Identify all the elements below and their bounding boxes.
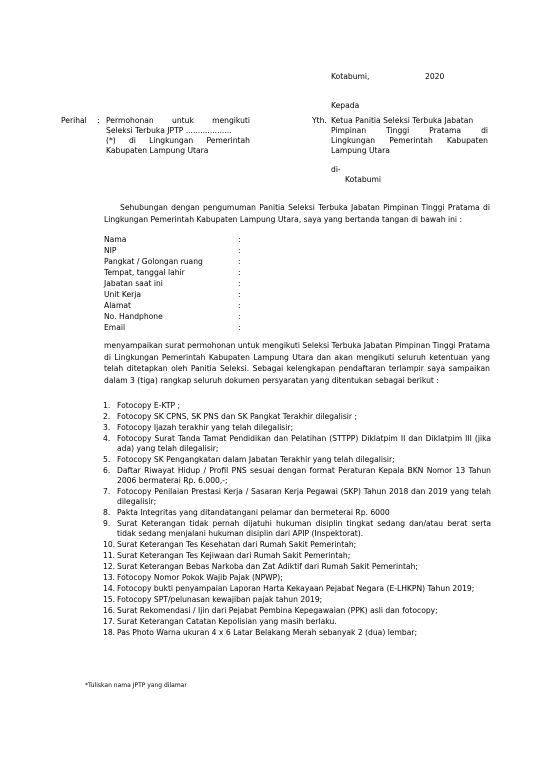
perihal-line-3: (*) di Lingkungan Pemerintah xyxy=(106,136,250,145)
yth-label: Yth. xyxy=(312,116,327,125)
item-number: 7. xyxy=(103,487,111,496)
field-colon: : xyxy=(238,246,241,255)
list-item xyxy=(103,584,491,594)
footnote: *Tuliskan nama JPTP yang dilamar xyxy=(85,682,187,689)
item-text: Surat Keterangan Catatan Kepolisian yang masih berlaku. xyxy=(117,617,337,626)
field-row xyxy=(104,268,254,279)
field-colon: : xyxy=(238,301,241,310)
field-row xyxy=(104,301,254,312)
list-item xyxy=(103,401,491,411)
recipient-line-3: Lingkungan Pemerintah Kabupaten xyxy=(331,136,488,145)
field-colon: : xyxy=(238,235,241,244)
item-text: Pakta Integritas yang ditandatangani pelamar dan bermeterai Rp. 6000 xyxy=(117,508,390,517)
field-label: Unit Kerja xyxy=(104,290,142,299)
item-text: Fotocopy SK CPNS, SK PNS dan SK Pangkat Terakhir dilegalisir ; xyxy=(117,412,358,421)
field-label: Tempat, tanggal lahir xyxy=(104,268,185,277)
item-text: Daftar Riwayat Hidup / Profil PNS sesuai dengan format Peraturan Kepala BKN Nomor 13 Tahun 2006 bermaterai Rp. 6.000,-; xyxy=(117,466,491,485)
year: 2020 xyxy=(425,72,445,81)
field-row xyxy=(104,323,254,334)
item-text: Surat Rekomendasi / Ijin dari Pejabat Pembina Kepegawaian (PPK) asli dan fotocopy; xyxy=(117,606,438,615)
item-text: Surat Keterangan Tes Kesehatan dari Rumah Sakit Pemerintah; xyxy=(117,540,357,549)
item-number: 9. xyxy=(103,519,111,528)
recipient-line-2: Pimpinan Tinggi Pratama di xyxy=(331,126,488,135)
field-label: Jabatan saat ini xyxy=(104,279,163,288)
field-label: Pangkat / Golongan ruang xyxy=(104,257,203,266)
requirements-list xyxy=(103,401,491,639)
item-number: 4. xyxy=(103,434,111,443)
list-item xyxy=(103,617,491,627)
item-text: Fotocopy SK Pengangkatan dalam Jabatan Terakhir yang telah dilegalisir; xyxy=(117,455,395,464)
body-paragraph: menyampaikan surat permohonan untuk mengikuti Seleksi Terbuka Jabatan Pimpinan Tinggi Pratama di Lingkungan Pemerintah Kabupaten Lampung Utara dan akan mengikuti seluruh ketentuan yang telah ditetapkan oleh Panitia Seleksi. Sebagai kelengkapan pendaftaran terlampir saya sampaikan dalam 3 (tiga) rangkap seluruh dokumen persyaratan yang ditentukan sebagai berikut : xyxy=(104,341,490,385)
field-row xyxy=(104,235,254,246)
item-number: 2. xyxy=(103,412,111,421)
list-item xyxy=(103,595,491,605)
item-number: 3. xyxy=(103,423,111,432)
item-number: 15. xyxy=(103,595,116,604)
item-text: Surat Keterangan Tes Kejiwaan dari Rumah Sakit Pemerintah; xyxy=(117,551,351,560)
list-item xyxy=(103,508,491,518)
field-label: NIP xyxy=(104,246,117,255)
list-item xyxy=(103,423,491,433)
field-colon: : xyxy=(238,279,241,288)
field-colon: : xyxy=(238,312,241,321)
perihal-line-2: Seleksi Terbuka JPTP ................... xyxy=(106,126,232,135)
field-row xyxy=(104,279,254,290)
item-text: Fotocopy Surat Tanda Tamat Pendidikan dan Pelatihan (STTPP) Diklatpim II dan Diklatpim III (jika ada) yang telah dilegalisir; xyxy=(117,434,491,453)
field-label: Alamat xyxy=(104,301,131,310)
item-number: 12. xyxy=(103,562,116,571)
item-number: 1. xyxy=(103,401,111,410)
item-text: Fotocopy E-KTP ; xyxy=(117,401,181,410)
list-item xyxy=(103,466,491,486)
perihal-line-4: Kabupaten Lampung Utara xyxy=(106,146,209,155)
list-item xyxy=(103,562,491,572)
list-item xyxy=(103,455,491,465)
field-row xyxy=(104,257,254,268)
item-text: Fotocopy bukti penyampaian Laporan Harta Kekayaan Pejabat Negara (E-LHKPN) Tahun 2019; xyxy=(117,584,475,593)
field-label: No. Handphone xyxy=(104,312,163,321)
list-item xyxy=(103,606,491,616)
identity-fields xyxy=(104,235,254,334)
item-number: 18. xyxy=(103,628,116,637)
city-label: Kotabumi xyxy=(345,175,382,184)
list-item xyxy=(103,519,491,539)
perihal-line-1: Permohonan untuk mengikuti xyxy=(106,116,250,125)
di-label: di- xyxy=(331,165,341,174)
list-item xyxy=(103,412,491,422)
field-colon: : xyxy=(238,290,241,299)
item-number: 10. xyxy=(103,540,116,549)
perihal-label: Perihal xyxy=(61,116,87,125)
kepada-label: Kepada xyxy=(331,101,360,110)
list-item xyxy=(103,573,491,583)
item-text: Pas Photo Warna ukuran 4 x 6 Latar Belakang Merah sebanyak 2 (dua) lembar; xyxy=(117,628,418,637)
field-row xyxy=(104,290,254,301)
field-label: Email xyxy=(104,323,126,332)
item-text: Surat Keterangan tidak pernah dijatuhi hukuman disiplin tingkat sedang dan/atau berat serta tidak sedang menjalani hukuman disiplin dari APIP (Inspektorat). xyxy=(117,519,491,538)
list-item xyxy=(103,540,491,550)
intro-paragraph: Sehubungan dengan pengumuman Panitia Seleksi Terbuka Jabatan Pimpinan Tinggi Pratama di Lingkungan Pemerintah Kabupaten Lampung Utara, saya yang bertanda tangan di bawah ini : xyxy=(104,203,490,224)
item-text: Fotocopy Penilaian Prestasi Kerja / Sasaran Kerja Pegawai (SKP) Tahun 2018 dan 2019 yang telah dilegalisir; xyxy=(117,487,491,506)
field-colon: : xyxy=(238,257,241,266)
item-number: 17. xyxy=(103,617,116,626)
item-text: Fotocopy SPT/pelunasan kewajiban pajak tahun 2019; xyxy=(117,595,323,604)
field-row xyxy=(104,312,254,323)
recipient-line-4: Lampung Utara xyxy=(331,146,390,155)
item-number: 16. xyxy=(103,606,116,615)
list-item xyxy=(103,434,491,454)
field-row xyxy=(104,246,254,257)
item-number: 6. xyxy=(103,466,111,475)
perihal-colon: : xyxy=(97,116,100,125)
field-colon: : xyxy=(238,268,241,277)
item-text: Fotocopy Ijazah terakhir yang telah dilegalisir; xyxy=(117,423,294,432)
list-item xyxy=(103,551,491,561)
item-number: 8. xyxy=(103,508,111,517)
item-text: Surat Keterangan Bebas Narkoba dan Zat Adiktif dari Rumah Sakit Pemerintah; xyxy=(117,562,418,571)
list-item xyxy=(103,628,491,638)
item-text: Fotocopy Nomor Pokok Wajib Pajak (NPWP); xyxy=(117,573,283,582)
field-label: Nama xyxy=(104,235,127,244)
list-item xyxy=(103,487,491,507)
field-colon: : xyxy=(238,323,241,332)
recipient-line-1: Ketua Panitia Seleksi Terbuka Jabatan xyxy=(331,116,474,125)
item-number: 13. xyxy=(103,573,116,582)
place-date: Kotabumi, xyxy=(331,72,370,81)
item-number: 5. xyxy=(103,455,111,464)
item-number: 11. xyxy=(103,551,116,560)
item-number: 14. xyxy=(103,584,116,593)
